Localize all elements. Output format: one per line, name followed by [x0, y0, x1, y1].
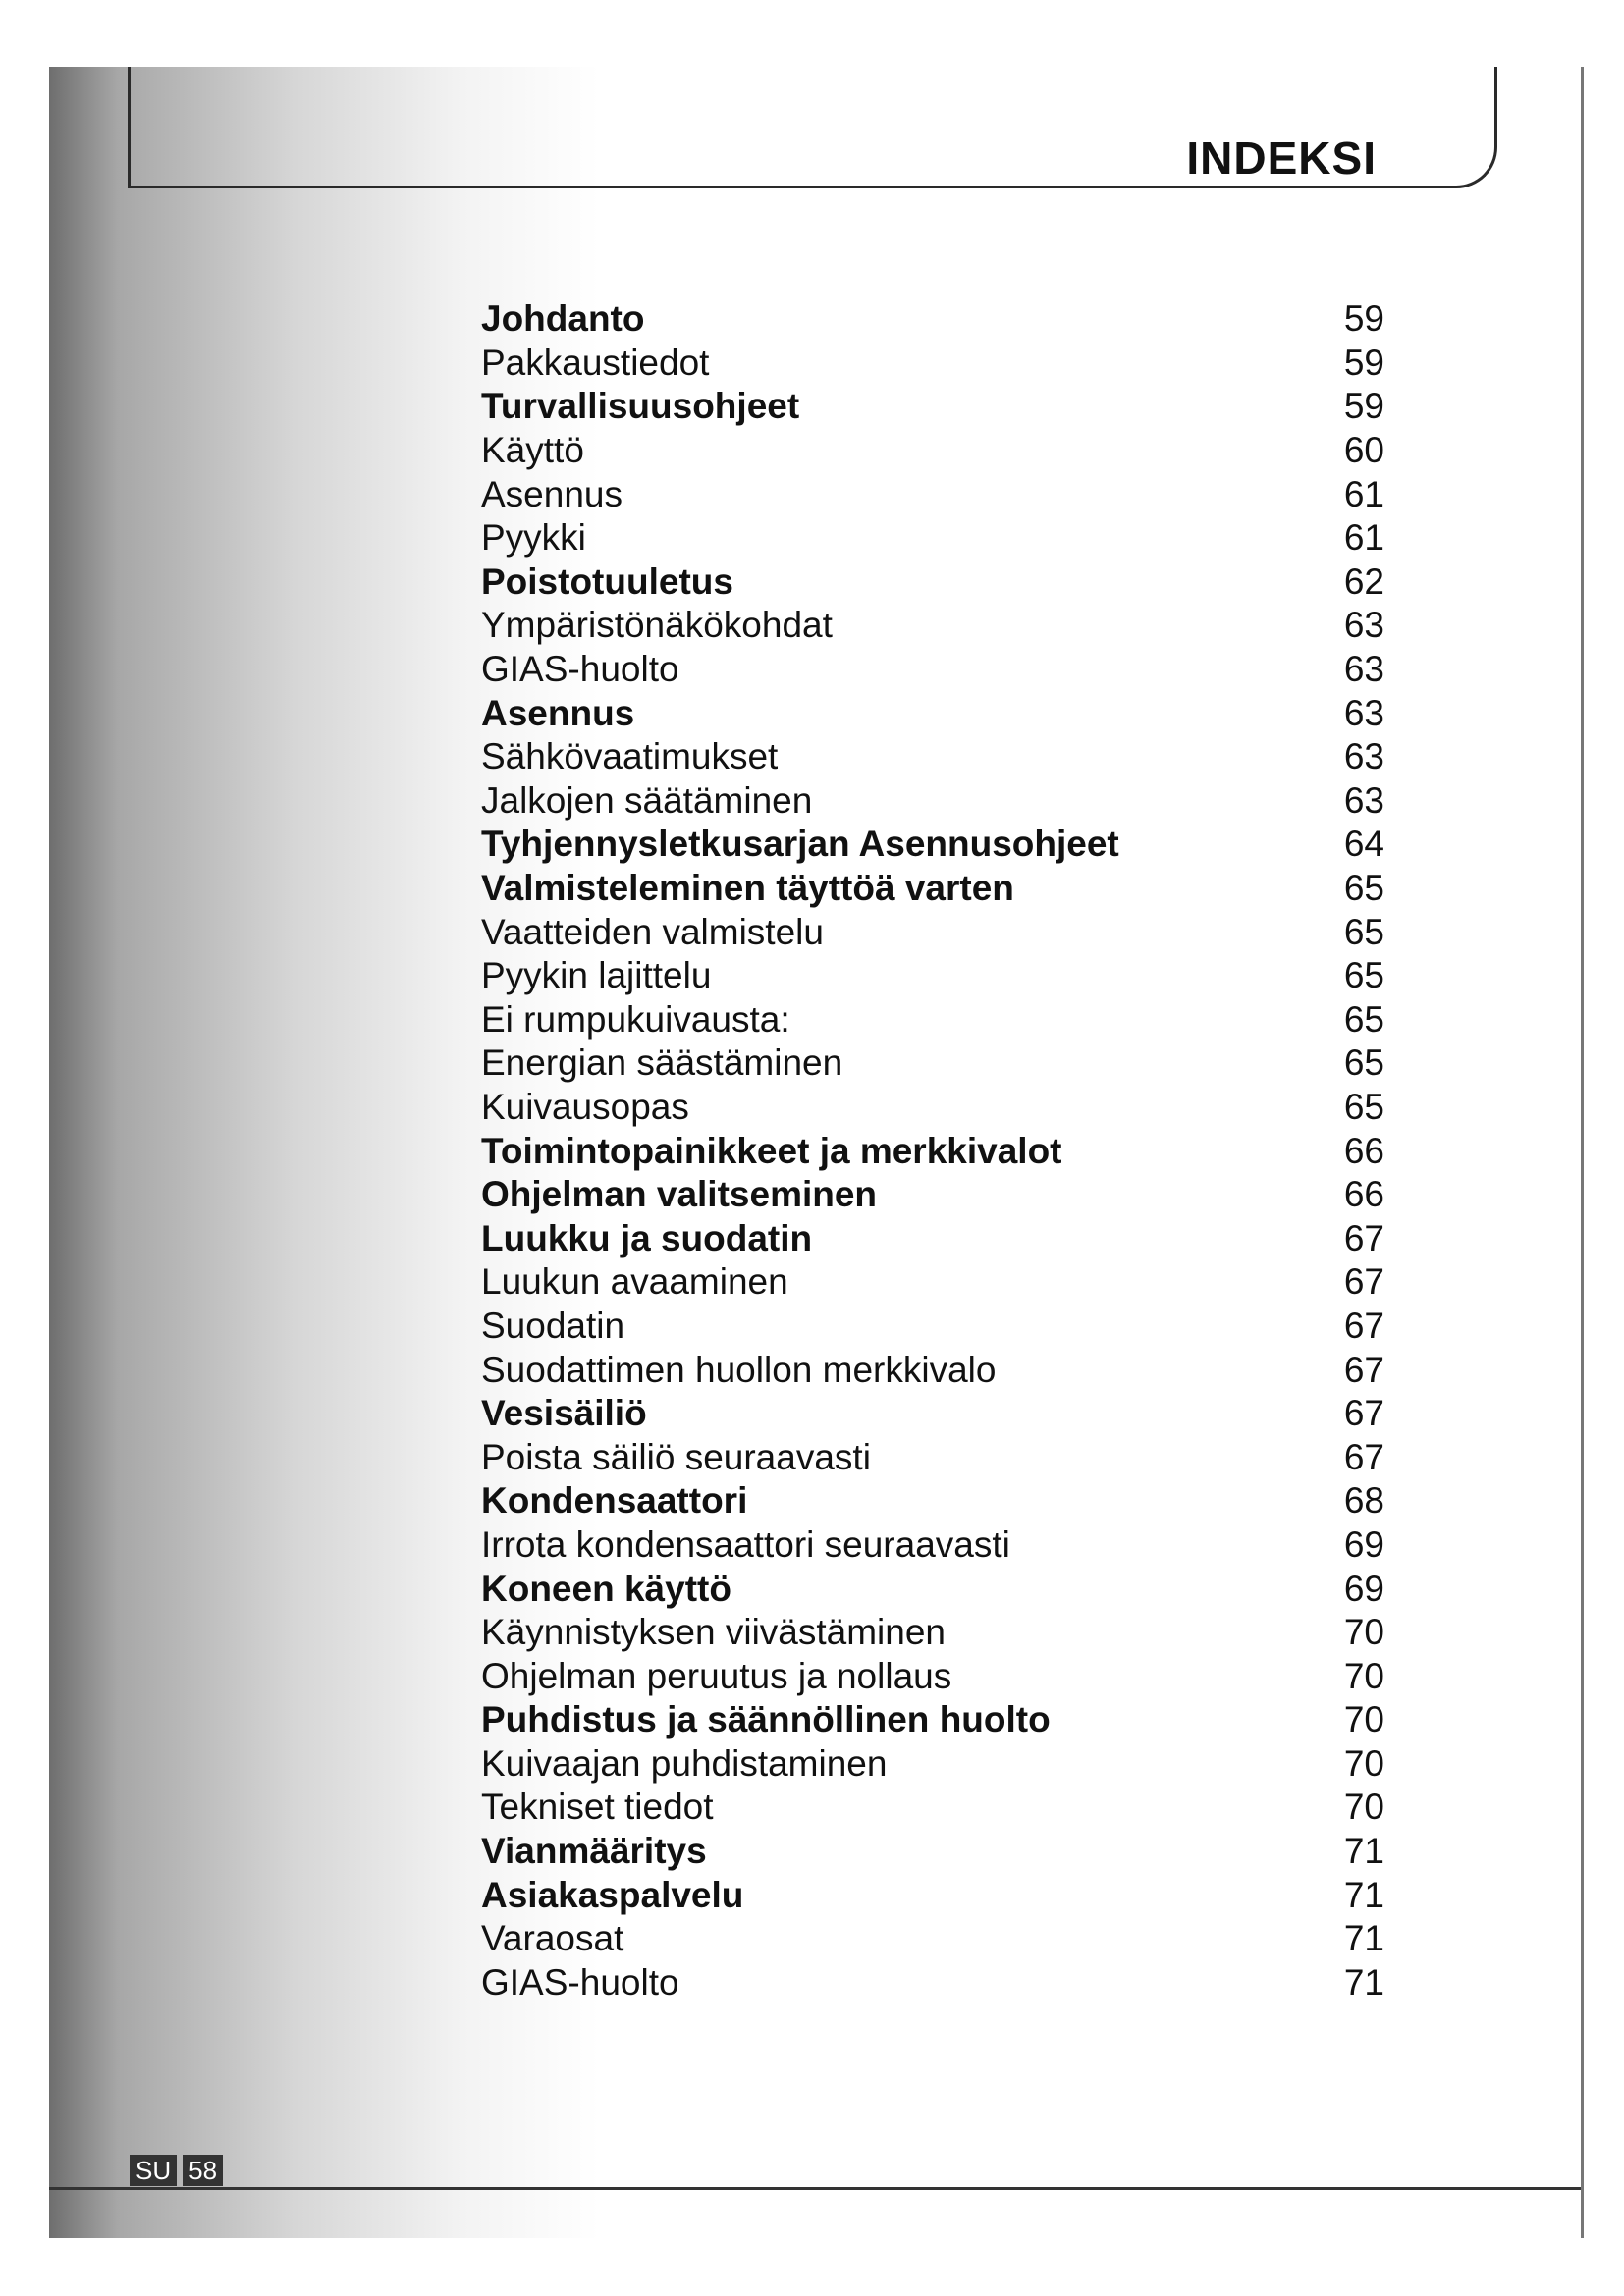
page-title: INDEKSI: [1186, 133, 1377, 184]
toc-entry[interactable]: [481, 954, 1384, 998]
toc-entry-page: 63: [1343, 605, 1384, 646]
toc-entry-label: Varaosat: [481, 1918, 624, 1959]
toc-entry[interactable]: [481, 1305, 1384, 1349]
toc-entry-label: Asennus: [481, 473, 623, 514]
toc-entry[interactable]: [481, 1041, 1384, 1086]
toc-entry-page: 59: [1343, 342, 1384, 383]
toc-entry[interactable]: [481, 1961, 1384, 2005]
toc-entry[interactable]: [481, 1435, 1384, 1479]
toc-entry-page: 71: [1343, 1831, 1384, 1872]
toc-entry-page: 65: [1343, 998, 1384, 1040]
toc-entry[interactable]: [481, 1173, 1384, 1217]
toc-entry[interactable]: [481, 561, 1384, 605]
toc-entry[interactable]: [481, 735, 1384, 779]
toc-entry-page: 60: [1343, 430, 1384, 471]
toc-entry-page: 67: [1343, 1217, 1384, 1258]
toc-entry-page: 63: [1343, 779, 1384, 821]
toc-entry-page: 71: [1343, 1918, 1384, 1959]
toc-entry-label: Käyttö: [481, 430, 584, 471]
toc-entry-label: Jalkojen säätäminen: [481, 779, 813, 821]
toc-entry-page: 66: [1343, 1130, 1384, 1171]
toc-entry-label: Toimintopainikkeet ja merkkivalot: [481, 1130, 1062, 1171]
toc-entry-page: 66: [1343, 1174, 1384, 1215]
toc-entry-label: Käynnistyksen viivästäminen: [481, 1612, 946, 1653]
toc-entry[interactable]: [481, 604, 1384, 648]
toc-entry[interactable]: [481, 910, 1384, 954]
toc-entry-label: Sähkövaatimukset: [481, 736, 779, 777]
footer-rule: [49, 2187, 1581, 2190]
toc-entry-label: Ei rumpukuivausta:: [481, 998, 790, 1040]
toc-entry-page: 67: [1343, 1261, 1384, 1303]
toc-entry-label: Luukun avaaminen: [481, 1261, 788, 1303]
toc-entry[interactable]: [481, 1611, 1384, 1655]
toc-entry-page: 62: [1343, 561, 1384, 602]
toc-entry-page: 67: [1343, 1349, 1384, 1390]
toc-entry[interactable]: [481, 1830, 1384, 1874]
toc-entry-page: 59: [1343, 386, 1384, 427]
toc-entry[interactable]: [481, 691, 1384, 735]
toc-entry-page: 69: [1343, 1568, 1384, 1609]
page-number: 58: [183, 2155, 223, 2186]
toc-entry-label: Turvallisuusohjeet: [481, 386, 800, 427]
toc-entry[interactable]: [481, 516, 1384, 561]
toc-entry[interactable]: [481, 385, 1384, 429]
toc-entry[interactable]: [481, 1786, 1384, 1830]
toc-entry-label: Kuivausopas: [481, 1086, 689, 1127]
toc-entry-label: Poista säiliö seuraavasti: [481, 1436, 871, 1477]
toc-entry-label: Pyykin lajittelu: [481, 955, 712, 996]
toc-entry-page: 63: [1343, 692, 1384, 733]
toc-entry-page: 61: [1343, 517, 1384, 559]
toc-entry-label: GIAS-huolto: [481, 649, 679, 690]
toc-entry-label: Kuivaajan puhdistaminen: [481, 1742, 888, 1784]
toc-entry-page: 65: [1343, 868, 1384, 909]
toc-entry-page: 63: [1343, 649, 1384, 690]
toc-entry-label: Ohjelman valitseminen: [481, 1174, 878, 1215]
toc-entry[interactable]: [481, 472, 1384, 516]
language-badge: SU: [130, 2155, 177, 2186]
toc-entry-label: Suodattimen huollon merkkivalo: [481, 1349, 997, 1390]
toc-entry-label: Irrota kondensaattori seuraavasti: [481, 1523, 1010, 1565]
toc-entry-page: 70: [1343, 1699, 1384, 1740]
toc-entry[interactable]: [481, 648, 1384, 692]
toc-entry[interactable]: [481, 1348, 1384, 1392]
toc-entry-label: Koneen käyttö: [481, 1568, 731, 1609]
toc-entry-label: Ympäristönäkökohdat: [481, 605, 833, 646]
toc-entry[interactable]: [481, 1654, 1384, 1698]
toc-entry[interactable]: [481, 342, 1384, 386]
toc-entry-page: 65: [1343, 1042, 1384, 1084]
toc-entry[interactable]: [481, 823, 1384, 867]
toc-entry[interactable]: [481, 429, 1384, 473]
right-edge-rule: [1581, 67, 1584, 2238]
toc-entry-page: 64: [1343, 824, 1384, 865]
toc-entry-label: Asiakaspalvelu: [481, 1874, 744, 1915]
toc-entry-page: 61: [1343, 473, 1384, 514]
toc-entry[interactable]: [481, 1129, 1384, 1173]
toc-entry-page: 67: [1343, 1393, 1384, 1434]
toc-entry-label: Vaatteiden valmistelu: [481, 911, 824, 952]
toc-entry[interactable]: [481, 1479, 1384, 1523]
toc-entry-page: 71: [1343, 1961, 1384, 2002]
toc-entry[interactable]: [481, 1567, 1384, 1611]
toc-entry[interactable]: [481, 867, 1384, 911]
toc-entry[interactable]: [481, 1742, 1384, 1787]
toc-entry-label: Tekniset tiedot: [481, 1787, 714, 1828]
toc-entry-page: 65: [1343, 955, 1384, 996]
toc-entry-label: Luukku ja suodatin: [481, 1217, 813, 1258]
toc-entry-page: 63: [1343, 736, 1384, 777]
toc-entry-label: Ohjelman peruutus ja nollaus: [481, 1655, 952, 1696]
toc-entry[interactable]: [481, 1917, 1384, 1961]
toc-entry-label: Kondensaattori: [481, 1480, 748, 1522]
toc-entry-label: Valmisteleminen täyttöä varten: [481, 868, 1014, 909]
table-of-contents: [481, 297, 1384, 2004]
toc-entry-label: Puhdistus ja säännöllinen huolto: [481, 1699, 1051, 1740]
toc-entry-page: 67: [1343, 1305, 1384, 1346]
footer: [130, 2155, 223, 2186]
toc-entry-label: Pyykki: [481, 517, 586, 559]
toc-entry-page: 70: [1343, 1787, 1384, 1828]
toc-entry-page: 70: [1343, 1742, 1384, 1784]
toc-entry[interactable]: [481, 1086, 1384, 1130]
toc-entry[interactable]: [481, 1216, 1384, 1260]
toc-entry[interactable]: [481, 297, 1384, 342]
toc-entry-page: 65: [1343, 911, 1384, 952]
toc-entry-page: 59: [1343, 298, 1384, 340]
toc-entry-page: 68: [1343, 1480, 1384, 1522]
toc-entry-label: GIAS-huolto: [481, 1961, 679, 2002]
toc-entry[interactable]: [481, 1392, 1384, 1436]
toc-entry[interactable]: [481, 1873, 1384, 1917]
toc-entry-page: 67: [1343, 1436, 1384, 1477]
toc-entry-label: Suodatin: [481, 1305, 625, 1346]
toc-entry-label: Poistotuuletus: [481, 561, 733, 602]
toc-entry[interactable]: [481, 1260, 1384, 1305]
toc-entry-page: 71: [1343, 1874, 1384, 1915]
toc-entry-page: 70: [1343, 1612, 1384, 1653]
toc-entry-label: Vianmääritys: [481, 1831, 707, 1872]
toc-entry[interactable]: [481, 1523, 1384, 1568]
toc-entry[interactable]: [481, 1698, 1384, 1742]
toc-entry-label: Pakkaustiedot: [481, 342, 710, 383]
toc-entry-page: 70: [1343, 1655, 1384, 1696]
toc-entry-label: Energian säästäminen: [481, 1042, 843, 1084]
toc-entry-page: 69: [1343, 1523, 1384, 1565]
toc-entry-page: 65: [1343, 1086, 1384, 1127]
toc-entry[interactable]: [481, 998, 1384, 1042]
toc-entry-label: Asennus: [481, 692, 635, 733]
toc-entry-label: Tyhjennysletkusarjan Asennusohjeet: [481, 824, 1119, 865]
toc-entry-label: Vesisäiliö: [481, 1393, 647, 1434]
toc-entry-label: Johdanto: [481, 298, 645, 340]
toc-entry[interactable]: [481, 779, 1384, 824]
